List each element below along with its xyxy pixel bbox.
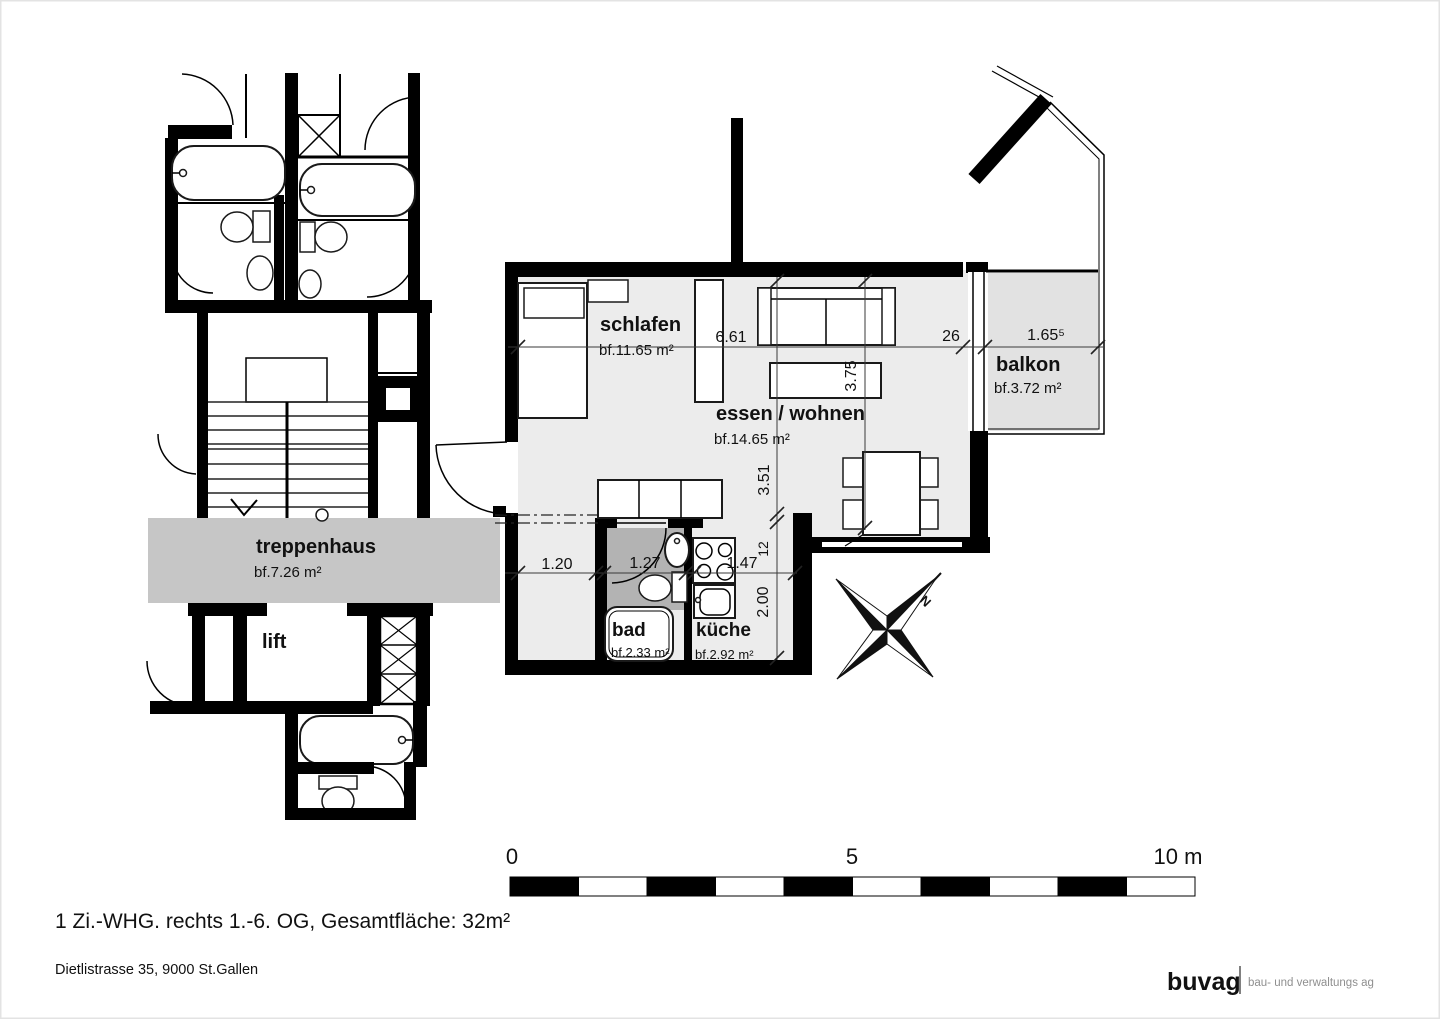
sink-icon bbox=[247, 256, 273, 290]
balcony-window-icon bbox=[968, 272, 988, 431]
door-arc-icon bbox=[158, 434, 196, 474]
dim-wall-thickness: 26 bbox=[942, 328, 960, 345]
window-icon bbox=[822, 542, 962, 547]
staircase bbox=[158, 313, 430, 521]
diagonal-wall bbox=[974, 99, 1046, 179]
dim-main-width: 6.61 bbox=[715, 329, 747, 346]
toilet-icon bbox=[221, 211, 270, 242]
dim-entry-width: 1.20 bbox=[541, 556, 573, 573]
coffee-table-icon bbox=[770, 363, 881, 398]
logo-name: buvag bbox=[1167, 968, 1241, 996]
plan-title: 1 Zi.-WHG. rechts 1.-6. OG, Gesamtfläche: 32m² bbox=[55, 910, 511, 933]
dresser-icon bbox=[598, 480, 722, 518]
door-arc-icon bbox=[147, 661, 192, 706]
stair-start-marker bbox=[316, 509, 328, 521]
essen-wohnen-label: essen / wohnen bbox=[716, 403, 865, 425]
balkon-area: bf.3.72 m² bbox=[994, 380, 1062, 397]
sink-icon bbox=[299, 270, 321, 298]
compass-north-label: N bbox=[916, 592, 935, 610]
toilet-icon bbox=[639, 572, 687, 602]
treppenhaus-area: bf.7.26 m² bbox=[254, 564, 322, 581]
scale-bar bbox=[506, 844, 1203, 896]
scale-end-label: 10 m bbox=[1153, 844, 1203, 869]
duct-shaft-icon bbox=[298, 115, 340, 157]
scale-mid-label: 5 bbox=[845, 844, 859, 869]
bed-icon bbox=[518, 283, 587, 418]
dim-wall-nib: 12 bbox=[755, 541, 771, 557]
door-arc-icon bbox=[172, 252, 213, 293]
bathtub-icon bbox=[172, 146, 285, 200]
shaft-x-icon bbox=[380, 616, 417, 704]
bathtub-icon bbox=[300, 716, 413, 764]
compass-rose-icon bbox=[836, 573, 941, 679]
lift-label: lift bbox=[262, 631, 287, 653]
dim-room-depth: 3.51 bbox=[756, 464, 773, 496]
sofa-icon bbox=[758, 288, 895, 345]
bad-area: bf.2.33 m² bbox=[611, 645, 670, 660]
dim-kitchen-width: 1.47 bbox=[726, 555, 758, 572]
lift-block bbox=[147, 603, 433, 714]
balkon-label: balkon bbox=[996, 354, 1061, 376]
plan-address: Dietlistrasse 35, 9000 St.Gallen bbox=[55, 962, 259, 978]
logo-tagline: bau- und verwaltungs ag bbox=[1248, 977, 1374, 989]
company-logo bbox=[1167, 966, 1374, 996]
bath-sink-icon bbox=[665, 533, 689, 567]
bathtub-icon bbox=[300, 164, 415, 216]
essen-wohnen-area: bf.14.65 m² bbox=[714, 431, 790, 448]
nightstand-icon bbox=[588, 280, 628, 302]
toilet-icon bbox=[300, 222, 347, 252]
schlafen-area: bf.11.65 m² bbox=[599, 342, 674, 359]
door-arc-icon bbox=[182, 74, 233, 125]
dim-balcony-width: 1.65⁵ bbox=[1027, 327, 1065, 344]
kueche-area: bf.2.92 m² bbox=[695, 647, 754, 662]
kueche-label: küche bbox=[696, 620, 751, 641]
dim-living-depth: 3.75 bbox=[843, 360, 860, 392]
treppenhaus-floor bbox=[148, 518, 500, 603]
entry-door bbox=[436, 442, 507, 514]
dim-bath-width: 1.27 bbox=[629, 555, 661, 572]
treppenhaus-label: treppenhaus bbox=[256, 536, 377, 558]
neighbor-bath-bottom bbox=[285, 701, 427, 820]
footer bbox=[55, 910, 510, 978]
neighbor-apartments-top bbox=[165, 73, 432, 313]
kitchen-sink-icon bbox=[694, 585, 735, 618]
bad-label: bad bbox=[612, 620, 646, 641]
balkon-floor bbox=[986, 273, 1098, 431]
scale-start-label: 0 bbox=[505, 844, 519, 869]
schlafen-label: schlafen bbox=[600, 314, 682, 336]
dim-kitchen-depth: 2.00 bbox=[755, 586, 772, 618]
